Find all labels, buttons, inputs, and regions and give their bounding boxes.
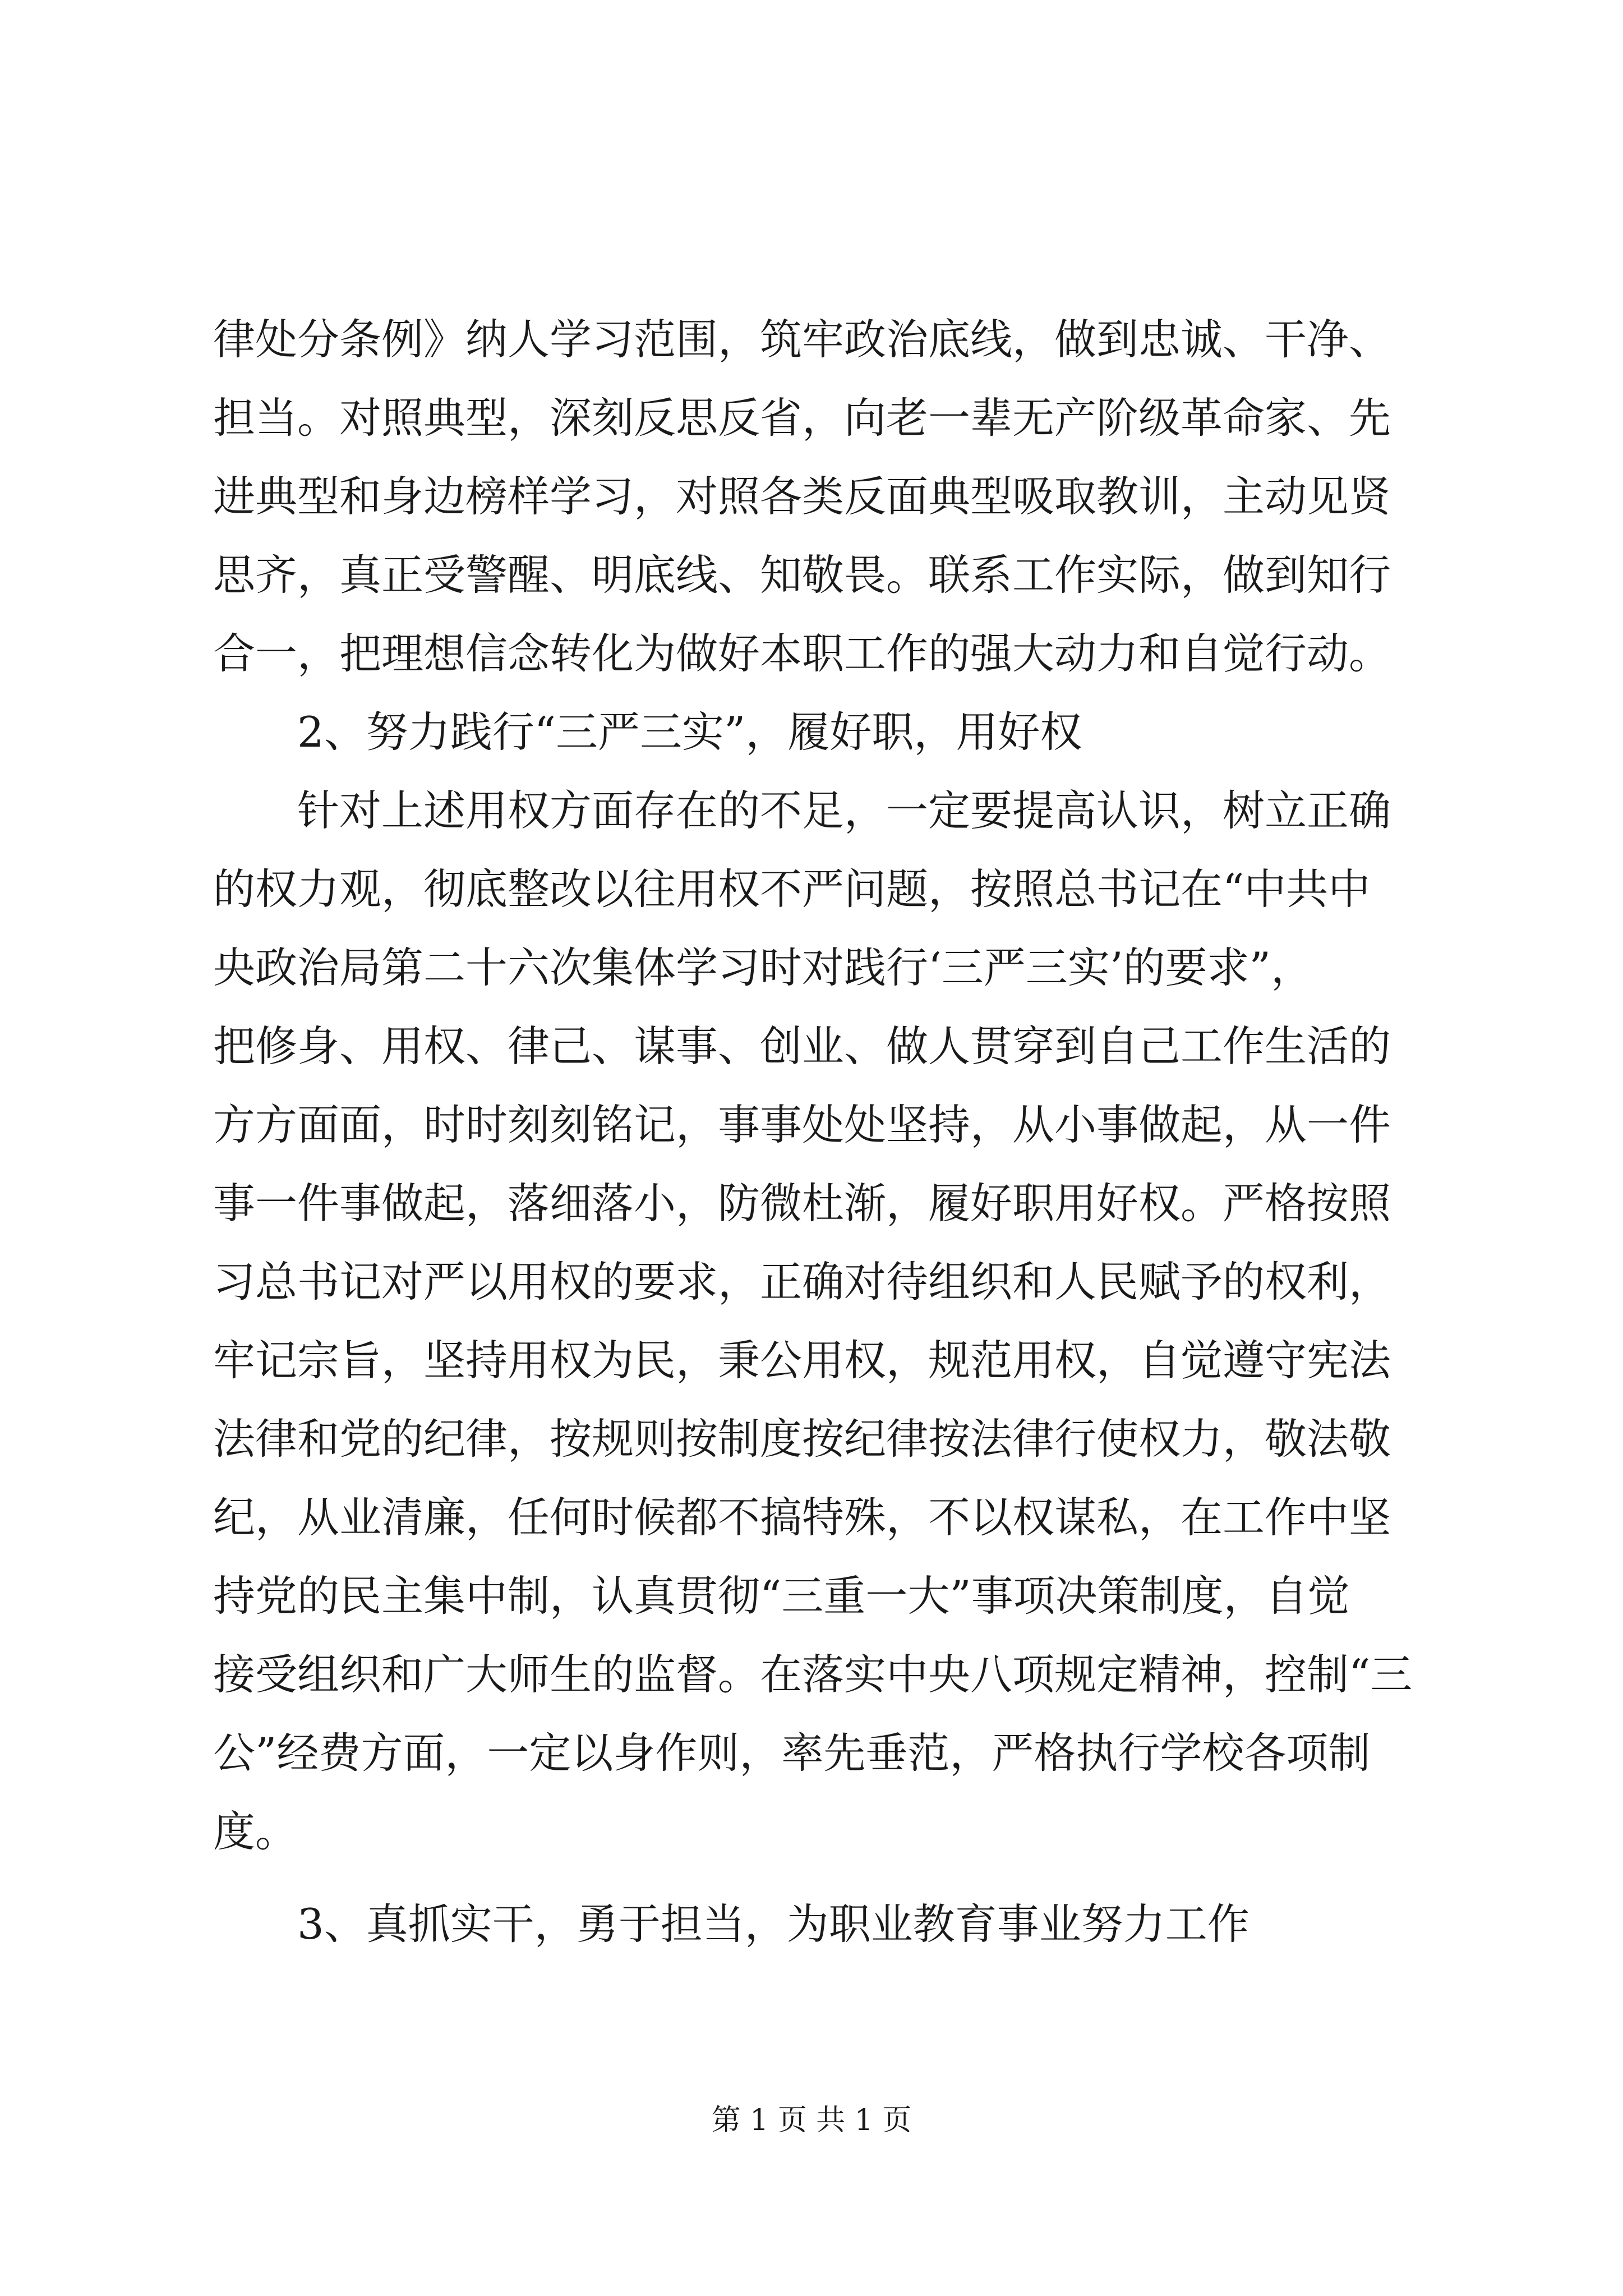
section-heading: 3、真抓实干，勇于担当，为职业教育事业努力工作 — [297, 1899, 1249, 1949]
page-number-label: 第 1 页 共 1 页 — [711, 2104, 912, 2137]
body-line: 习总书记对严以用权的要求，正确对待组织和人民赋予的权利， — [213, 1257, 1391, 1306]
body-line: 思齐，真正受警醒、明底线、知敬畏。联系工作实际，做到知行 — [213, 550, 1391, 600]
body-line: 法律和党的纪律，按规则按制度按纪律按法律行使权力，敬法敬 — [213, 1414, 1391, 1464]
body-line: 律处分条例》纳人学习范围，筑牢政治底线，做到忠诚、干净、 — [213, 315, 1391, 364]
body-line: 合一，把理想信念转化为做好本职工作的强大动力和自觉行动。 — [213, 629, 1391, 678]
page-footer — [0, 2101, 1623, 2140]
body-line: 担当。对照典型，深刻反思反省，向老一辈无产阶级革命家、先 — [213, 393, 1391, 443]
document-body — [213, 300, 1419, 1963]
body-line: 纪，从业清廉，任何时候都不搞特殊，不以权谋私，在工作中坚 — [213, 1493, 1391, 1542]
body-line: 持党的民主集中制，认真贯彻“三重一大”事项决策制度，自觉 — [213, 1571, 1350, 1621]
body-line: 进典型和身边榜样学习，对照各类反面典型吸取教训，主动见贤 — [213, 472, 1391, 521]
body-line: 方方面面，时时刻刻铭记，事事处处坚持，从小事做起，从一件 — [213, 1100, 1391, 1149]
body-line: 度。 — [213, 1807, 298, 1856]
body-line: 针对上述用权方面存在的不足，一定要提高认识，树立正确 — [297, 786, 1391, 835]
body-line: 公”经费方面，一定以身作则，率先垂范，严格执行学校各项制 — [213, 1728, 1371, 1778]
body-line: 接受组织和广大师生的监督。在落实中央八项规定精神，控制“三 — [213, 1650, 1413, 1699]
section-heading: 2、努力践行“三严三实”，履好职，用好权 — [297, 707, 1082, 757]
body-line: 把修身、用权、律己、谋事、创业、做人贯穿到自己工作生活的 — [213, 1022, 1391, 1071]
body-line: 的权力观，彻底整改以往用权不严问题，按照总书记在“中共中 — [213, 864, 1371, 914]
body-line: 牢记宗旨，坚持用权为民，秉公用权，规范用权，自觉遵守宪法 — [213, 1336, 1391, 1385]
body-line: 事一件事做起，落细落小，防微杜渐，履好职用好权。严格按照 — [213, 1179, 1391, 1228]
body-line: 央政治局第二十六次集体学习时对践行‘三严三实’的要求”， — [213, 943, 1313, 992]
